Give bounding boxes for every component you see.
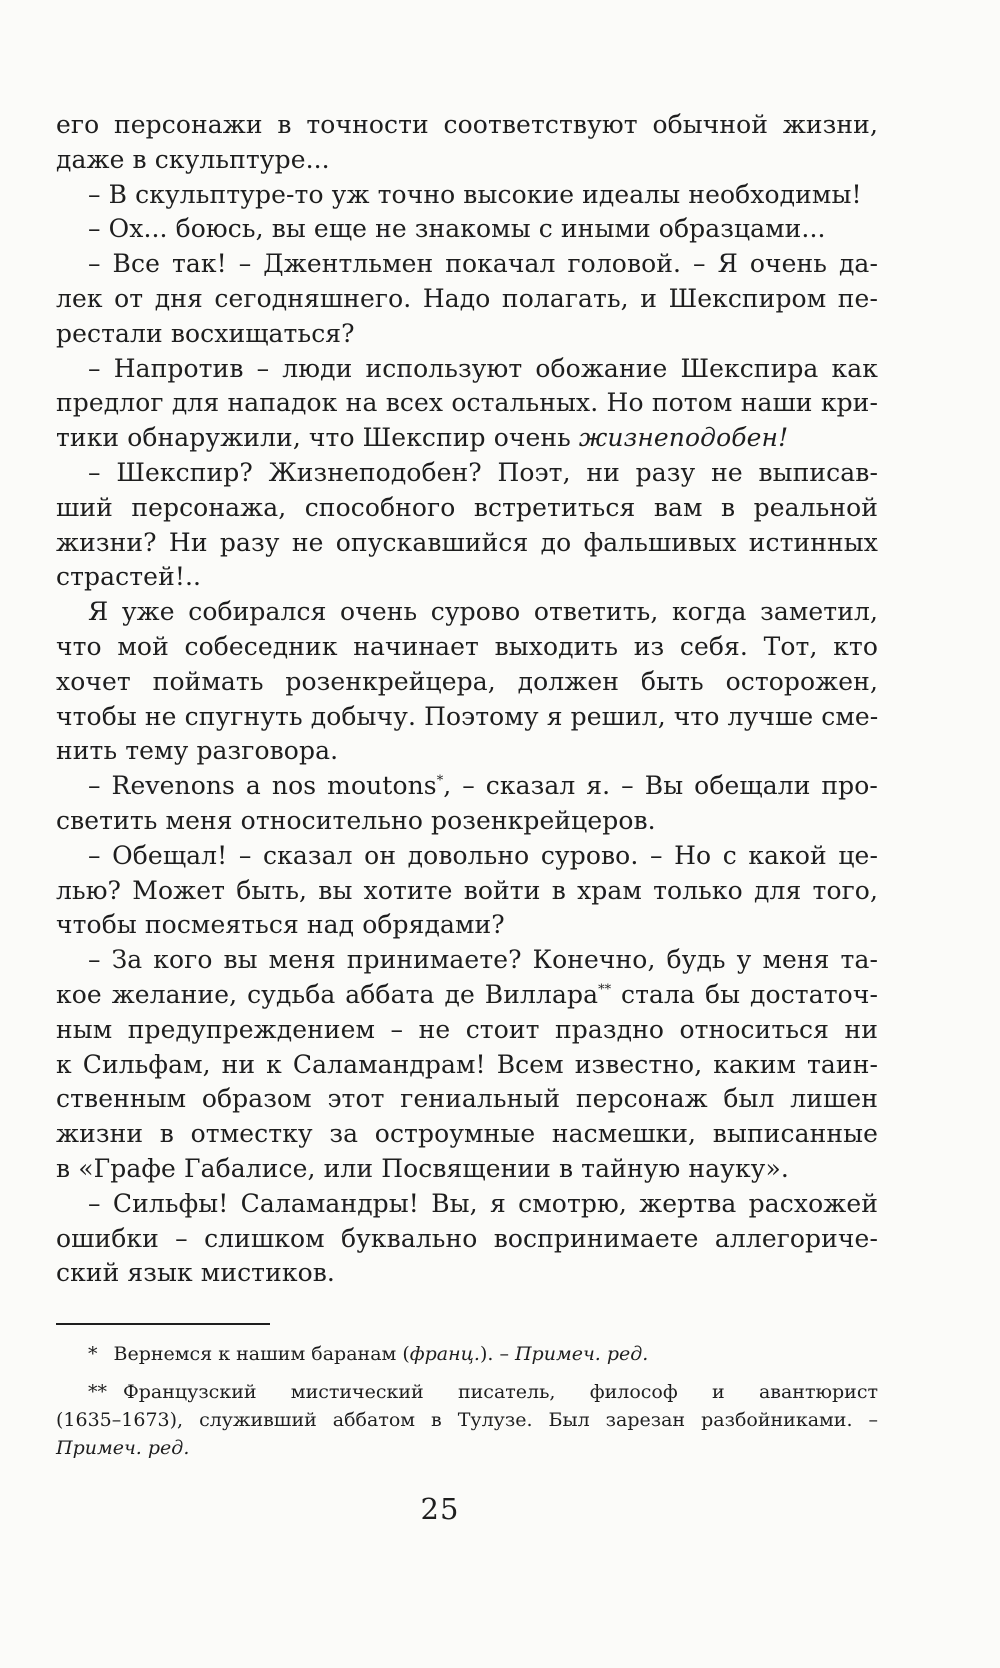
italic-fragment: Примеч. ред. — [514, 1343, 649, 1365]
italic-fragment: франц. — [409, 1343, 480, 1365]
text-line — [56, 978, 878, 1013]
text-line: ным предупреждением – не стоит праздно относиться ни — [56, 1014, 878, 1044]
text-fragment: стала бы достаточ- — [611, 979, 878, 1009]
text-line — [56, 421, 878, 456]
footnote-mark: ** — [598, 982, 612, 998]
text-line: – Напротив – люди используют обожание Шекспира как — [88, 353, 878, 383]
text-fragment: – Revenons a nos moutons — [88, 771, 437, 801]
text-line: нить тему разговора. — [56, 736, 339, 766]
text-line: лью? Может быть, вы хотите войти в храм только для того, — [56, 875, 878, 905]
text-line: страстей!.. — [56, 562, 202, 592]
footnote — [56, 1378, 878, 1462]
text-line: жизни? Ни разу не опускавшийся до фальшивых истинных — [56, 527, 878, 557]
italic-word: жизнеподобен! — [578, 423, 789, 453]
body-text — [56, 108, 878, 1291]
text-line: – Обещал! – сказал он довольно сурово. – Но с какой це- — [88, 840, 878, 870]
footnote-line: (1635–1673), служивший аббатом в Тулузе. Был зарезан разбойниками. – — [56, 1409, 878, 1431]
text-line: – В скульптуре-то уж точно высокие идеалы необходимы! — [88, 179, 862, 209]
footnotes — [56, 1340, 878, 1472]
text-line: ский язык мистиков. — [56, 1258, 335, 1288]
text-line: светить меня относительно розенкрейцеров. — [56, 805, 656, 835]
footnote-line — [56, 1340, 878, 1368]
text-line: жизни в отместку за остроумные насмешки, выписанные — [56, 1119, 878, 1149]
text-fragment: , – сказал я. – Вы обещали про- — [443, 771, 878, 801]
text-line: хочет поймать розенкрейцера, должен быть осторожен, — [56, 666, 878, 696]
text-fragment: Французский мистический писатель, философ и авантюрист — [123, 1381, 878, 1403]
text-fragment: тики обнаружили, что Шекспир очень — [56, 423, 579, 453]
page-number: 25 — [420, 1492, 460, 1526]
text-line: – Сильфы! Саламандры! Вы, я смотрю, жертва расхожей — [88, 1188, 878, 1218]
text-line: – Ох... боюсь, вы еще не знакомы с иными образцами... — [88, 214, 826, 244]
text-line: его персонажи в точности соответствуют обычной жизни, — [56, 110, 878, 139]
text-line: даже в скульптуре... — [56, 144, 330, 174]
text-line: чтобы посмеяться над обрядами? — [56, 910, 505, 940]
text-fragment: кое желание, судьба аббата де Виллара — [56, 979, 599, 1009]
footnote-marker: * — [88, 1343, 98, 1365]
text-line: – Все так! – Джентльмен покачал головой. – Я очень да- — [88, 249, 878, 279]
footnote-line — [56, 1434, 878, 1462]
text-line: предлог для нападок на всех остальных. Но потом наши кри- — [56, 388, 878, 418]
footnote-separator — [56, 1323, 270, 1325]
text-fragment: ). – — [479, 1343, 515, 1365]
text-line: Я уже собирался очень сурово ответить, когда заметил, — [88, 597, 878, 627]
text-line: в «Графе Габалисе, или Посвящении в тайную науку». — [56, 1153, 789, 1183]
text-line: чтобы не спугнуть добычу. Поэтому я решил, что лучше сме- — [56, 701, 879, 731]
text-line: что мой собеседник начинает выходить из себя. Тот, кто — [56, 631, 878, 661]
text-fragment: Вернемся к нашим баранам ( — [113, 1343, 410, 1365]
footnote — [56, 1340, 878, 1368]
text-line: ший персонажа, способного встретиться вам в реальной — [56, 492, 878, 522]
text-line: лек от дня сегодняшнего. Надо полагать, и Шекспиром пе- — [56, 283, 878, 313]
italic-fragment: Примеч. ред. — [56, 1437, 190, 1459]
text-line — [56, 769, 878, 804]
footnote-mark: * — [436, 773, 444, 789]
text-line: ственным образом этот гениальный персонаж был лишен — [56, 1084, 878, 1114]
text-line: ошибки – слишком буквально воспринимаете аллегориче- — [56, 1223, 878, 1253]
text-line: – Шекспир? Жизнеподобен? Поэт, ни разу не выписав- — [88, 457, 878, 487]
text-line: к Сильфам, ни к Саламандрам! Всем известно, каким таин- — [56, 1049, 878, 1079]
footnote-marker: ** — [88, 1381, 107, 1403]
text-line: – За кого вы меня принимаете? Конечно, будь у меня та- — [88, 945, 878, 975]
footnote-line — [56, 1378, 878, 1406]
text-line: рестали восхищаться? — [56, 318, 355, 348]
